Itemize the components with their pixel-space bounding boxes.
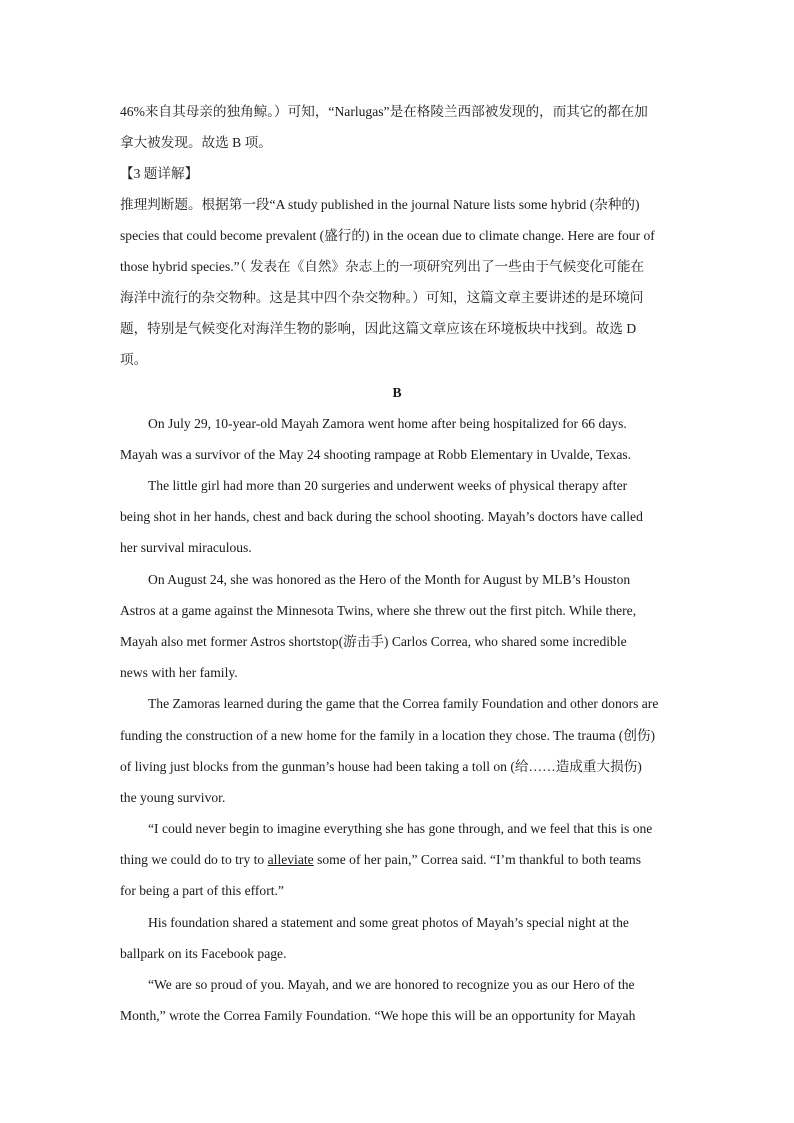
passage-line: for being a part of this effort.” bbox=[120, 883, 284, 898]
passage-line: The Zamoras learned during the game that the Correa family Foundation and other donors are bbox=[148, 696, 659, 711]
passage-line: The little girl had more than 20 surgeries and underwent weeks of physical therapy after bbox=[148, 478, 628, 493]
passage-line-with-underline bbox=[120, 850, 680, 870]
passage-line: funding the construction of a new home for the family in a location they chose. The trauma (创伤) bbox=[120, 728, 656, 743]
passage-line: “We are so proud of you. Mayah, and we are honored to recognize you as our Hero of the bbox=[148, 977, 635, 992]
passage-line-prefix: thing we could do to try to bbox=[120, 852, 268, 867]
passage-line: On August 24, she was honored as the Hero of the Month for August by MLB’s Houston bbox=[148, 572, 631, 587]
answer-line-7: 海洋中流行的杂交物种。这是其中四个杂交物种。）可知，这篇文章主要讲述的是环境问 bbox=[120, 290, 644, 305]
passage-line: of living just blocks from the gunman’s house had been taking a toll on (给……造成重大损伤) bbox=[120, 759, 642, 774]
passage-line: her survival miraculous. bbox=[120, 540, 252, 555]
answer-line-4: 推理判断题。根据第一段“A study published in the journal Nature lists some hybrid (杂种的) bbox=[120, 197, 640, 212]
passage-line: news with her family. bbox=[120, 665, 238, 680]
passage-line: the young survivor. bbox=[120, 790, 226, 805]
answer-line-6: those hybrid species.”（ 发表在《自然》杂志上的一项研究列出了一些由于气候变化可能在 bbox=[120, 259, 645, 274]
passage-line: “I could never begin to imagine everything she has gone through, and we feel that this is one bbox=[148, 821, 653, 836]
underlined-word: alleviate bbox=[267, 852, 314, 867]
answer-line-8: 题，特别是气候变化对海洋生物的影响，因此这篇文章应该在环境板块中找到。故选 D bbox=[120, 321, 637, 336]
answer-line-2: 拿大被发现。故选 B 项。 bbox=[120, 135, 272, 150]
passage-line: On July 29, 10-year-old Mayah Zamora went home after being hospitalized for 66 days. bbox=[148, 416, 627, 431]
passage-line: Astros at a game against the Minnesota Twins, where she threw out the first pitch. While there, bbox=[120, 603, 637, 618]
passage-line: ballpark on its Facebook page. bbox=[120, 946, 287, 961]
answer-line-5: species that could become prevalent (盛行的) in the ocean due to climate change. Here are four of bbox=[120, 228, 655, 243]
passage-line: His foundation shared a statement and some great photos of Mayah’s special night at the bbox=[148, 915, 629, 930]
section-label-q3: 【3 题详解】 bbox=[120, 166, 199, 181]
passage-heading: B bbox=[392, 385, 402, 400]
passage-line: Mayah also met former Astros shortstop(游击手) Carlos Correa, who shared some incredible bbox=[120, 634, 627, 649]
answer-line-1: 46%来自其母亲的独角鲸。）可知，“Narlugas”是在格陵兰西部被发现的，而其它的都在加 bbox=[120, 104, 648, 119]
answer-line-9: 项。 bbox=[120, 352, 148, 367]
passage-line: being shot in her hands, chest and back during the school shooting. Mayah’s doctors have called bbox=[120, 509, 643, 524]
passage-line-suffix: some of her pain,” Correa said. “I’m thankful to both teams bbox=[317, 852, 641, 867]
passage-line: Month,” wrote the Correa Family Foundation. “We hope this will be an opportunity for Mayah bbox=[120, 1008, 636, 1023]
passage-line: Mayah was a survivor of the May 24 shooting rampage at Robb Elementary in Uvalde, Texas. bbox=[120, 447, 632, 462]
